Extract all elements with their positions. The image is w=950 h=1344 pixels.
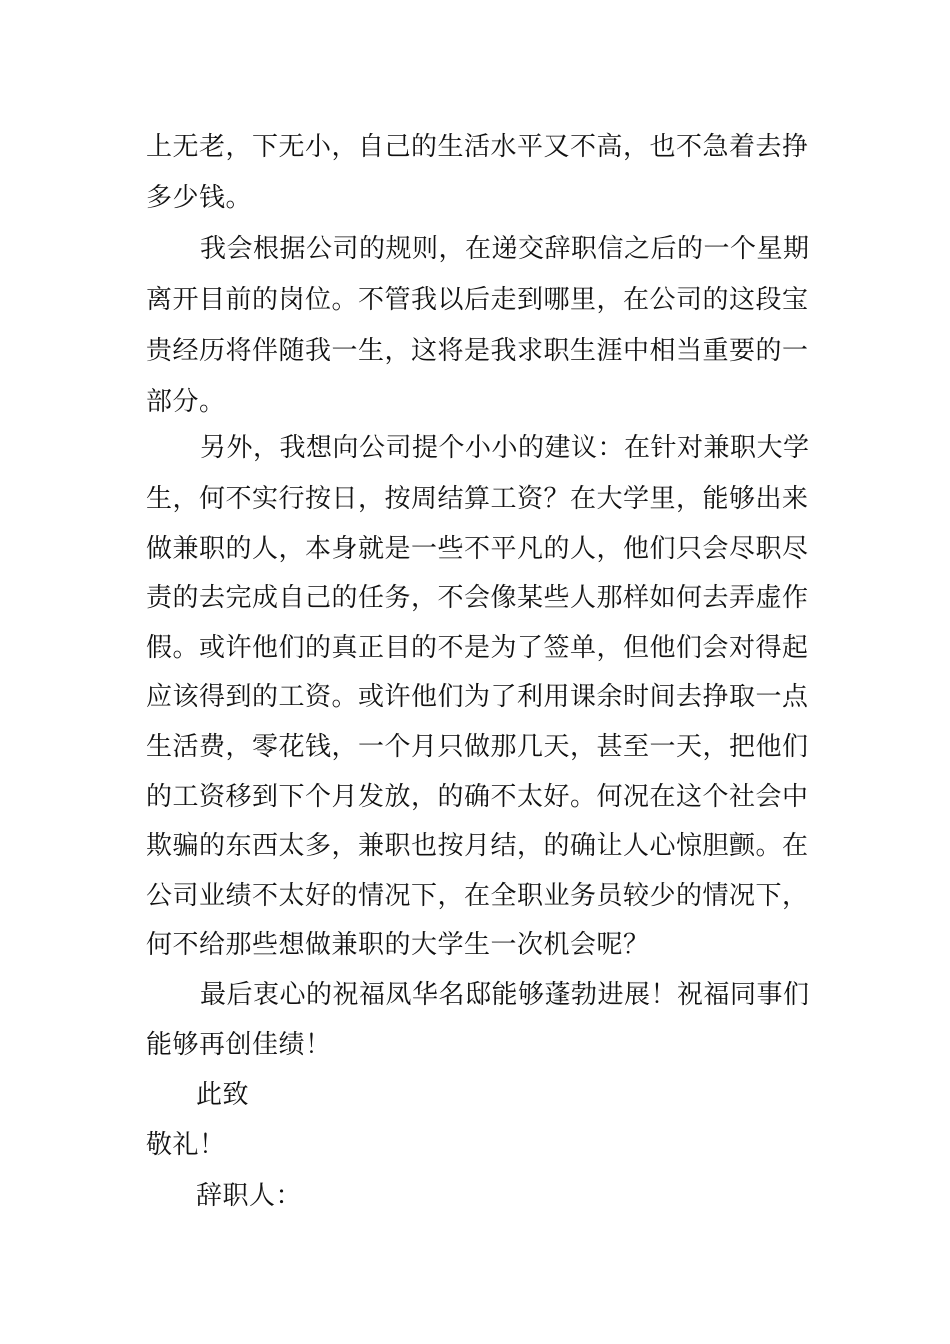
closing-phrase: 此致: [196, 1080, 250, 1110]
text-line: 何不给那些想做兼职的大学生一次机会呢？: [146, 930, 650, 960]
text-line: 能够再创佳绩！: [146, 1030, 332, 1060]
signature-label: 辞职人：: [196, 1181, 303, 1211]
text-line: 的工资移到下个月发放，的确不太好。何况在这个社会中: [146, 782, 809, 812]
text-line: 公司业绩不太好的情况下，在全职业务员较少的情况下，: [146, 881, 809, 911]
paragraph-start-line: 最后衷心的祝福凤华名邸能够蓬勃进展！祝福同事们: [200, 980, 810, 1010]
text-line: 做兼职的人，本身就是一些不平凡的人，他们只会尽职尽: [146, 534, 809, 564]
text-line: 欺骗的东西太多，兼职也按月结，的确让人心惊胆颤。在: [146, 831, 809, 861]
text-line: 离开目前的岗位。不管我以后走到哪里，在公司的这段宝: [146, 285, 809, 315]
text-line: 生，何不实行按日，按周结算工资？在大学里，能够出来: [146, 484, 809, 514]
text-line: 部分。: [146, 387, 226, 417]
salutation: 敬礼！: [146, 1130, 226, 1160]
paragraph-start-line: 另外，我想向公司提个小小的建议：在针对兼职大学: [200, 433, 810, 463]
text-line: 生活费，零花钱，一个月只做那几天，甚至一天，把他们: [146, 732, 809, 762]
paragraph-start-line: 我会根据公司的规则，在递交辞职信之后的一个星期: [200, 234, 810, 264]
text-line: 应该得到的工资。或许他们为了利用课余时间去挣取一点: [146, 682, 809, 712]
text-line: 责的去完成自己的任务，不会像某些人那样如何去弄虚作: [146, 583, 809, 613]
text-line: 上无老，下无小，自己的生活水平又不高，也不急着去挣: [146, 132, 809, 162]
text-line: 多少钱。: [146, 183, 253, 213]
text-line: 贵经历将伴随我一生，这将是我求职生涯中相当重要的一: [146, 336, 809, 366]
text-line: 假。或许他们的真正目的不是为了签单，但他们会对得起: [146, 633, 809, 663]
